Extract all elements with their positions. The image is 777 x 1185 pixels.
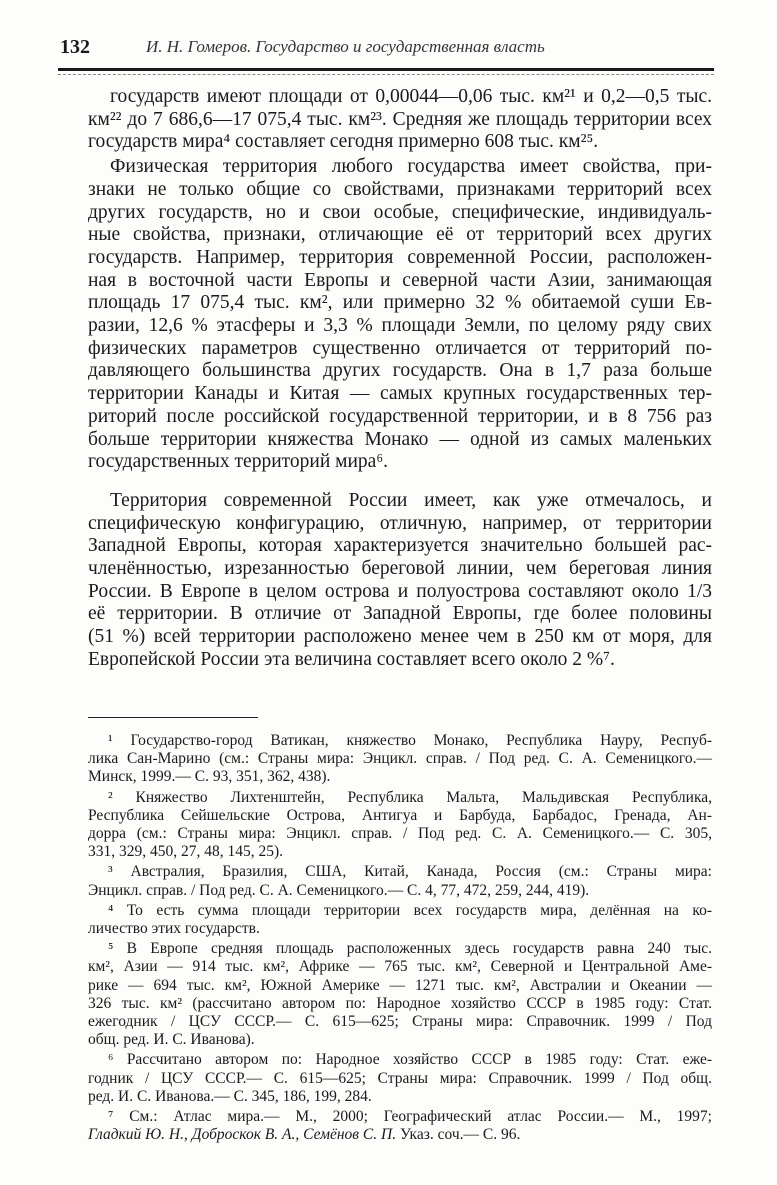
text-line: общ. ред. И. С. Иванова). [88,1031,255,1049]
footnotes [88,732,712,1144]
text-line: ная в восточной части Европы и северной части Азии, занимающая [88,269,712,291]
text-line: Западной Европы, которая характеризуется значительно большей рас- [88,535,712,557]
footnote [88,732,712,787]
text-line: 331, 329, 450, 27, 48, 145, 25). [88,843,284,861]
footnote [88,902,712,938]
text-line: её территории. В отличие от Западной Европы, где более половины [88,603,712,625]
paragraph [88,156,712,474]
author-names: Гладкий Ю. Н., Доброскок В. А., Семёнов С. П. [88,1126,400,1144]
text-line: ⁴ То есть сумма площади территории всех государств мира, делённая на ко- [108,901,712,919]
text-line: (51 %) всей территории расположено менее чем в 250 км от моря, для [88,626,712,648]
text-line: государств мира⁴ составляет сегодня примерно 608 тыс. км²⁵. [88,131,599,153]
text-line: ¹ Государство-город Ватикан, княжество Монако, Республика Науру, Респуб- [108,732,712,749]
text-line: территории Канады и Китая — самых крупных государственных тер- [88,383,712,405]
text-line: больше территории княжества Монако — одной из самых маленьких [88,428,712,450]
text-line: специфическую конфигурацию, отличную, например, от территории [88,512,712,534]
text-line: других государств, но и свои особые, специфические, индивидуаль- [88,201,712,223]
paragraph [88,490,712,672]
footnote [88,1108,712,1144]
text-line: риторий после российской государственной территории, и в 8 756 раз [88,405,712,427]
text-line: ⁵ В Европе средняя площадь расположенных здесь государств равна 240 тыс. [108,940,712,958]
running-header [60,36,712,60]
text-line: рике — 694 тыс. км², Южной Америке — 1271 тыс. км², Австралии и Океании — [88,976,712,994]
text-line: ⁶ Рассчитано автором по: Народное хозяйство СССР в 1985 году: Стат. еже- [108,1051,712,1069]
text-line: государств имеют площади от 0,00044—0,06 тыс. км²¹ и 0,2—0,5 тыс. [110,86,712,107]
text-line: Минск, 1999.— С. 93, 351, 362, 438). [88,768,331,786]
text-line: физических параметров существенно отличается от территорий по- [88,337,712,359]
text-line: государств. Например, территория современной России, расположен- [88,246,712,268]
text-line: знаки не только общие со свойствами, признаками территорий всех [88,178,712,200]
text-line: ежегодник / ЦСУ СССР.— С. 615—625; Страны мира: Справочник. 1999 / Под [88,1013,712,1031]
text-line: личество этих государств. [88,920,260,938]
text-line: России. В Европе в целом острова и полуострова составляют около 1/3 [88,580,712,602]
text-line: ³ Австралия, Бразилия, США, Китай, Канада, Россия (см.: Страны мира: [108,863,712,881]
text-line: годник / ЦСУ СССР.— С. 615—625; Страны мира: Справочник. 1999 / Под общ. [88,1069,712,1087]
body-text [88,86,712,672]
header-rule-thin [58,74,714,75]
text-line: Территория современной России имеет, как уже отмечалось, и [110,489,712,511]
text-line: 326 тыс. км² (рассчитано автором по: Народное хозяйство СССР в 1985 году: Стат. [88,994,712,1012]
text-line: государственных территорий мира⁶. [88,451,388,473]
text-line: лика Сан-Марино (см.: Страны мира: Энцикл. справ. / Под ред. С. А. Семеницкого.— [88,750,712,768]
footnote [88,1051,712,1106]
text-line: Европейской России эта величина составляет всего около 2 %⁷. [88,648,615,670]
text-line: ред. И. С. Иванова.— С. 345, 186, 199, 284. [88,1087,372,1105]
running-title: И. Н. Гомеров. Государство и государственная власть [146,37,545,56]
text-line: Физическая территория любого государства имеет свойства, при- [110,156,712,178]
footnote-separator [88,717,258,718]
text-line: ⁷ См.: Атлас мира.— М., 2000; Географический атлас России.— М., 1997; [108,1108,712,1126]
text-line: площадь 17 075,4 тыс. км², или примерно 32 % обитаемой суши Ев- [88,292,712,314]
page-number: 132 [60,36,90,58]
header-rule [58,68,714,71]
footnote [88,940,712,1049]
text-line: Гладкий Ю. Н., Доброскок В. А., Семёнов С. П. Указ. соч.— С. 96. [88,1126,521,1144]
text-line: ² Княжество Лихтенштейн, Республика Мальта, Мальдивская Республика, [108,788,712,806]
text-line: членённостью, изрезанностью береговой линии, чем береговая линия [88,558,712,580]
text-line: км², Азии — 914 тыс. км², Африке — 765 тыс. км², Северной и Центральной Аме- [88,958,712,976]
text-line: Республика Сейшельские Острова, Антигуа и Барбуда, Барбадос, Гренада, Ан- [88,806,712,824]
footnote [88,863,712,899]
text-line: км²² до 7 686,6—17 075,4 тыс. км²³. Средняя же площадь территории всех [88,108,712,130]
text-line: Энцикл. справ. / Под ред. С. А. Семеницкого.— С. 4, 77, 472, 259, 244, 419). [88,881,590,899]
text-line: дорра (см.: Страны мира: Энцикл. справ. / Под ред. С. А. Семеницкого.— С. 305, [88,825,712,843]
text-line: давляющего большинства других государств. Она в 1,7 раза больше [88,360,712,382]
footnote [88,789,712,862]
text-line: разии, 12,6 % этасферы и 3,3 % площади Земли, по целому ряду свих [88,315,712,337]
paragraph [88,86,712,154]
text-line: ные свойства, признаки, отличающие её от территорий всех других [88,224,712,246]
